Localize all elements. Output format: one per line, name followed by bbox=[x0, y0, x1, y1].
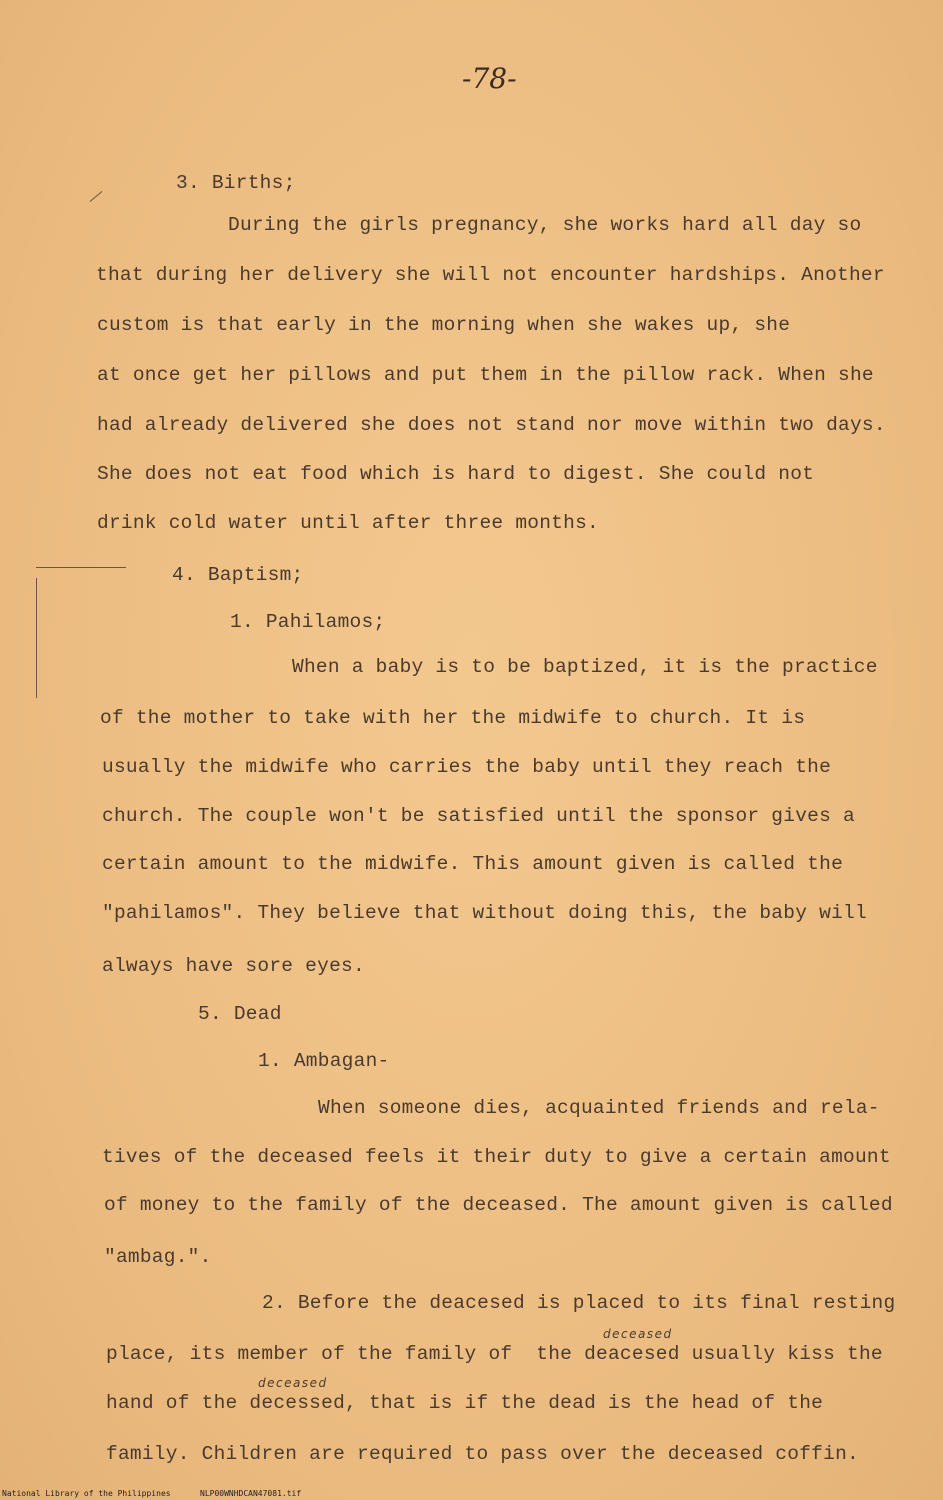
handwritten-correction: deceased bbox=[258, 1376, 328, 1390]
text-line: custom is that early in the morning when she wakes up, she bbox=[97, 314, 791, 336]
handwritten-correction: deceased bbox=[603, 1327, 673, 1341]
text-line: When a baby is to be baptized, it is the practice bbox=[292, 656, 878, 678]
text-line: at once get her pillows and put them in the pillow rack. When she bbox=[97, 364, 874, 386]
text-line: that during her delivery she will not encounter hardships. Another bbox=[96, 264, 885, 286]
text-line: usually the midwife who carries the baby until they reach the bbox=[102, 756, 832, 778]
text-line: drink cold water until after three months. bbox=[97, 512, 599, 534]
text-line: When someone dies, acquainted friends and rela- bbox=[318, 1097, 880, 1119]
margin-mark bbox=[36, 578, 37, 698]
text-line: of money to the family of the deceased. The amount given is called bbox=[104, 1194, 893, 1216]
text-line: During the girls pregnancy, she works hard all day so bbox=[228, 214, 862, 236]
text-line: hand of the decessed, that is if the dead is the head of the bbox=[106, 1392, 824, 1414]
text-line: place, its member of the family of the deacesed usually kiss the bbox=[106, 1343, 883, 1365]
text-line: always have sore eyes. bbox=[102, 955, 365, 977]
text-line: 4. Baptism; bbox=[172, 564, 304, 586]
text-line: 3. Births; bbox=[176, 172, 296, 194]
footer-filename: NLP00WNHDCAN47081.tif bbox=[200, 1489, 302, 1498]
margin-mark bbox=[90, 191, 103, 202]
text-line: had already delivered she does not stand nor move within two days. bbox=[97, 414, 886, 436]
text-line: 5. Dead bbox=[198, 1003, 282, 1025]
text-line: church. The couple won't be satisfied until the sponsor gives a bbox=[102, 805, 855, 827]
text-line: 1. Pahilamos; bbox=[230, 611, 386, 633]
text-line: 2. Before the deacesed is placed to its final resting bbox=[262, 1292, 896, 1314]
text-line: of the mother to take with her the midwife to church. It is bbox=[100, 707, 806, 729]
text-line: "pahilamos". They believe that without doing this, the baby will bbox=[102, 902, 867, 924]
footer-source: National Library of the Philippines bbox=[2, 1489, 171, 1498]
margin-mark bbox=[36, 567, 126, 568]
text-line: family. Children are required to pass over the deceased coffin. bbox=[106, 1443, 859, 1465]
text-line: "ambag.". bbox=[104, 1246, 212, 1268]
text-line: tives of the deceased feels it their duty to give a certain amount bbox=[102, 1146, 891, 1168]
text-line: She does not eat food which is hard to digest. She could not bbox=[97, 463, 815, 485]
page-number: -78- bbox=[462, 62, 517, 95]
text-line: certain amount to the midwife. This amount given is called the bbox=[102, 853, 844, 875]
text-line: 1. Ambagan- bbox=[258, 1050, 390, 1072]
